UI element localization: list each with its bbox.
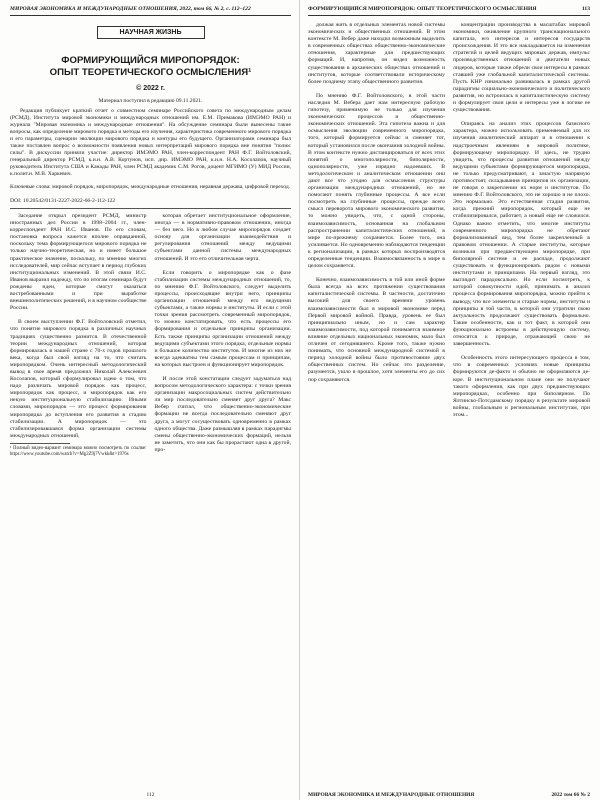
- paragraph: концентрации производства в масштабах мировой экономики, оживление крупного транснационального капитала, его интересов и интересов государств происхождения. И это все накладывается на изменения стратегий и целей ведущих мировых держав, импульс производственных отношений и двигатели новых лидеров, которые также обрели свои интересы в рамках ставшей уже глобальной капиталистической системы. Пусть КНР изначально развивалась в рамках другой парадигмы социально-экономического и политического развития, но встроилась в капиталистическую систему и формулирует свои цели и интересы уже в логике ее существования.: [453, 22, 590, 114]
- body-column-2: [453, 22, 590, 422]
- page-number: 113: [581, 6, 590, 12]
- title-line-2: ОПЫТ ТЕОРЕТИЧЕСКОГО ОСМЫСЛЕНИЯ¹: [49, 67, 252, 78]
- paragraph: должая жить в отдельных элементах новой системы экономических и общественных отношений. В этом контексте М. Вебер даже находил возможным выделить в современных обществах общественно-экономические отношения, характерные для предшествующих формаций. И, напротив, он видел возможность существования в архаических обществах отношений и институтов, которые соответствовали историческому более позднему этапу общественного развития.: [308, 22, 445, 85]
- paragraph: Заседание открыл президент РСМД, министр иностранных дел России в 1998–2004 гг., член-корреспондент РАН И.С. Иванов. По его словам, постановка вопроса кажется вполне оправданной, поскольку тема формирующегося мирового порядка не только научно-теоретическая, но и имеет большое практическое значение, поскольку, по мнению многих исследователей, мир сейчас вступает в период глубоких институциональных изменений. В этой связи И.С. Иванов выразил надежду, что по итогам семинара будут рождены идеи, которые смогут оказаться востребованными и при выработке внешнеполитических решений, и в научном сообществе России.: [10, 213, 147, 312]
- body-column-1: [10, 213, 147, 458]
- paragraph: Особенность этого интересующего процесса в том, что в современных условиях новые принципы формируются де-факто и обычно не оформляются де-юре. В институциональном плане они не получают такого оформления, как при двух предшествующих миропорядках, особенно при биполярном. По Ялтинско-Потсдамскому порядку в результате мировой войны, глобальным и региональным институтам, при этом...: [453, 355, 590, 418]
- paragraph: Если говорить о миропорядке как о фазе стабилизации системы международных отношений, то, по мнению Ф.Г. Войтоловского, следует выделить процессы, происходящие внутри него, принципы организации отношений между его ведущими субъектами, а также нормы и институты. И если с этой точки зрения рассмотреть современный миропорядок, то можно констатировать, что есть процессы его формирования и отдельные принципы организации. Есть также принципы организации отношений между ведущими субъектами этого порядка, отдельные нормы и большое количество институтов. И многие из них не всегда адекватны тем самым процессам и принципам, на которых выстроен и функционирует миропорядок.: [154, 269, 291, 368]
- journal-name-footer: МИРОВАЯ ЭКОНОМИКА И МЕЖДУНАРОДНЫЕ ОТНОШЕНИЯ: [308, 792, 475, 798]
- abstract: Редакция публикует краткий отчет о совместном семинаре Российского совета по международным делам (РСМД), Института мировой экономики и международных отношений им. Е.М. Примакова (ИМЭМО РАН) и журнала "Мировая экономика и международные отношения". На обсуждение семинара были вынесены такие вопросы, как определение мирового порядка и методы его изучения, характеристика современного мирового порядка и его параметры, сценарии эволюции мирового порядка и контуры его будущего. Организаторами семинара был также поставлен вопрос о возможности появления новых интерпретаций мирового порядка вне понятия "полюс силы". В дискуссии приняли участие: директор ИМЭМО РАН, член-корреспондент РАН Ф.Г. Войтоловский, генеральный директор РСМД, к.и.н. А.В. Кортунов, исп. дир. ИМЭМО РАН, к.и.н. Н.А. Косолапов, научный руководитель Института США и Канады РАН, член РСМД академик С.М. Рогов, доцент МГИМО (У) МИД России, к.полит.н. М.В. Харкевич.: [10, 108, 291, 177]
- article-title: [10, 55, 291, 79]
- paragraph: И после этой констатации следует задуматься над вопросом методологического характера: с точки зрения организации макросоциальных систем действительно ли мир последовательно сменяет друг друга? Макс Вебер считал, что общественно-экономические формации не всегда последовательно сменяют друг друга, а могут сосуществовать одновременно в рамках одного общества. Даже размышляя в рамках парадигмы смены общественно-экономических формаций, нельзя не заметить, что они как бы прорастают одна в другой, про-: [154, 375, 291, 453]
- paragraph: Конечно, взаимозависимость в той или иной форме была всегда на всех протяжении существования капиталистической системы. В частности, достаточно высокий для своего времени уровень взаимозависимости был в мировой экономике перед Первой мировой войной. Правда, уровень ее был принципиально иным, но и сам характер взаимозависимости, под которой понимается взаимное влияние отдельных национальных экономик, мало был отличен от сегодняшнего. Кроме того, также нужно понимать, что основной международной системой в период холодной войны было противостояние двух общественных систем. Но сейчас это разделение, разумеется, ушло в прошлое, хотя элементы его до сих пор сохраняются.: [308, 277, 445, 383]
- keywords: Ключевые слова: мировой порядок, миропорядок, международные отношения, неравная держава, цифровой переход.: [10, 184, 291, 190]
- right-page: [300, 0, 600, 800]
- section-heading: НАУЧНАЯ ЖИЗНЬ: [97, 26, 205, 39]
- paragraph: В своем выступлении Ф.Г. Войтоловский отметил, что понятие мирового порядка в различных научных традициях существенно разнится. В отечественной теории международных отношений, которая формировалась в нашей стране с 70-х годов прошлого века, когда был свой взгляд на то, что считать миропорядком. Очень интересный методологический вывод в свое время предложил Николай Алексеевич Косолапов, который сформулировал идею о том, что надо различать мировой порядок как процесс, миропорядок как процесс, и миропорядок как его некую институциональную стабилизацию. Иными словами, миропорядок — это процесс формирования миропорядка до вступления его развития в стадию стабилизации. А миропорядок — это стабилизировавшаяся форма организации системы международных отношений,: [10, 319, 147, 439]
- footnote-rule: [10, 443, 70, 444]
- body-columns: [10, 213, 291, 458]
- paragraph: По мнению Ф.Г. Войтоловского, в этой части наследия М. Вебера дает нам интересную рабочую гипотезу, применимую не только для изучения экономических процессов и общественно-экономических отношений. Эта гипотеза важна и для осмысления эволюции современного миропорядка, того, который формируется сейчас и сменяет тот, который установился после окончания холодной войны. В этом контексте нужно дистанцироваться от всех этих понятий о многополярности, биполярности, однополярности, уже изрядно надоевших. В методологическом и аналитическом отношении они дают все что угодно для осмысления структуры организации международных отношений, но не помогают понять глубинные процессы. А все если посмотреть на глубинные процессы, прежде всего смысл переворота мирового экономического развития, то можно увидеть, что, с одной стороны, взаимозависимость, основанная на глобальном распространении капиталистических отношений, в мире по-прежнему сохраняется. Более того, она усиливается. Но одновременно наблюдаются тенденции к регионализации, в рамках которых воспроизводятся определенные тенденции. Взаимосвязанность в мире в целом сохраняется.: [308, 92, 445, 270]
- body-column-1: [308, 22, 445, 422]
- issue-info-footer: 2022 том 66 № 2: [551, 792, 590, 798]
- doi: DOI: 10.20542/0131-2227-2022-66-2-112-122: [10, 198, 291, 209]
- page-footer: [308, 792, 590, 798]
- body-columns: [308, 22, 590, 422]
- title-line-1: ФОРМИРУЮЩИЙСЯ МИРОПОРЯДОК:: [61, 55, 240, 66]
- running-head: МИРОВАЯ ЭКОНОМИКА И МЕЖДУНАРОДНЫЕ ОТНОШЕНИЯ, 2022, том 66, № 2, с. 112–122: [10, 6, 291, 16]
- paragraph: Опираясь на анализ этих процессов базисного характера, можно использовать применяемый для их изучения аналитический аппарат и в отношении к надстроечным явлениям в мировой политике, формирующему миропорядку. И здесь, не трудно увидеть, что процессы развития отношений между ведущими субъектами формирующегося миропорядка, не только предусматривают, а зачастую напрямую противостоят, складывания принципов их организации, не говоря о закреплении их норм и институтов. По мнению Ф.Г. Войтоловского, это не хорошо и не плохо. Это нормально. Это естественная стадия развития, когда прежний миропорядок, который еще не стабилизировался, работает, а новый еще не сложился. Однако важно отметить, что многие институты современного миропорядка не обретают формализованный вид, тем более закрепленный в правовом отношении. А старые институты, которые возникли при предшествующем миропорядке, при биполярной системе и ее распаде, продолжают существовать и функционировать рядом с новыми институтами и принципами. На первый взгляд, это выглядит парадоксально. Но если посмотреть, к которой совокупности идей, принимать в анализ процесса формирования миропорядка, можно прийти к выводу, что все элементы и старые нормы, институты и принципы в той части, в которой они утратили свою актуальность продолжают существовать формально. Такие особенности, как и тот факт, в которой они функционально встроены в действующую систему, относятся к природе, отражающей свою не завершенность.: [453, 121, 590, 348]
- running-head-title: ФОРМИРУЮЩИЙСЯ МИРОПОРЯДОК: ОПЫТ ТЕОРЕТИЧЕСКОГО ОСМЫСЛЕНИЯ: [308, 6, 537, 12]
- copyright: © 2022 г.: [136, 85, 165, 92]
- body-column-2: [155, 213, 292, 458]
- footnote: ¹ Полный видео-вариант семинара можно посмотреть по ссылке: https://www.youtube.com/watch?v=Mg2Z9j7Vwkk&t=1976s: [10, 445, 147, 457]
- paragraph: которая обретает институциональное оформление, иногда — в нормативно-правовом отношении, иногда — без него. Но в любом случае миропорядок создает основу для организации взаимодействия и регулирования отношений между ведущими субъектами данной системы международных отношений. И это его отличительная черта.: [154, 213, 291, 262]
- page-footer: [10, 792, 291, 798]
- running-head: [308, 6, 590, 16]
- page-number: 112: [146, 792, 155, 798]
- received-date: Материал поступил в редакцию 09.11.2021.: [98, 98, 203, 104]
